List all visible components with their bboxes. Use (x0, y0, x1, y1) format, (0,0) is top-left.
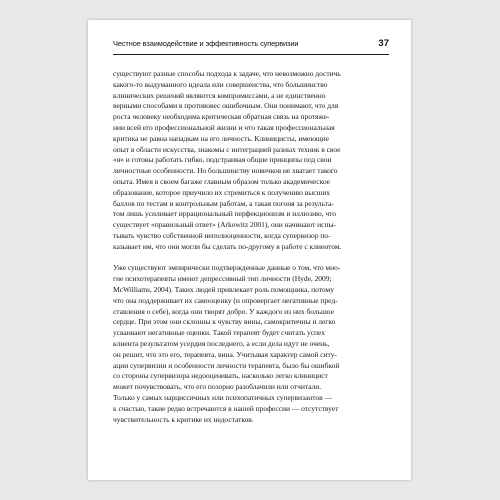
text-line: «я» и готовы работать гибко, подстраивая общие принципы под свои (113, 155, 332, 165)
text-line: может почувствовать, что его позорно разоблачили или отчитали. (113, 382, 322, 392)
text-line: существуют разные способы подхода к задаче, что невозможно достичь (113, 69, 341, 78)
text-line: казывает им, что они могли бы сделать по-другому в работе с клиентом. (113, 241, 342, 251)
text-line: опыт в области искусства, знакомы с интеграцией разных техник в свое (113, 144, 341, 154)
text-line: ставления о себе), когда они творят добро. У каждого из них большое (113, 306, 334, 316)
page-number: 37 (378, 38, 389, 49)
text-line: клиента результатом усердия последнего, а если дела идут не очень, (113, 338, 330, 348)
text-line: существует «правильный ответ» (Arkowitz 2001), они начинают испы- (113, 220, 336, 230)
text-line: роста человеку необходима критическая обратная связь на протяже- (113, 112, 330, 122)
text-line: баллов по тестам и контрольным работам, а такая погоня за результа- (113, 198, 334, 208)
text-line: к счастью, такие редко встречаются в нашей профессии — отсутствует (113, 403, 339, 413)
paragraph-1 (113, 69, 389, 253)
text-line: он решит, что это его, терапевта, вина. Учитывая характер самой ситу- (113, 349, 337, 359)
paragraph-2 (113, 263, 389, 425)
text-line: критика не равна нападкам на его личность. Клиницисты, имеющие (113, 133, 329, 143)
text-line: какого-то выдуманного идеала или совершенства, что большинство (113, 79, 328, 89)
text-line: чувствительность к критике их недостатков. (113, 414, 254, 424)
text-line: опыта. Имея в своем багаже главным образом только академическое (113, 176, 330, 186)
text-line: Только у самых нарциссичных или психопатичных супервизантов — (113, 392, 332, 402)
text-line: образование, которое приучило их стремиться к получению высших (113, 187, 331, 197)
text-line: McWilliams, 2004). Таких людей привлекает роль помощника, потому (113, 284, 334, 294)
text-line: тывать чувство собственной неполноценности, когда супервизор по- (113, 230, 331, 240)
text-line: что она поддерживает их самооценку (и опровергает негативные пред- (113, 295, 338, 305)
text-line: Уже существуют эмпирически подтвержденные данные о том, что мно- (113, 263, 341, 273)
paragraph-gap (113, 253, 389, 264)
running-header (113, 38, 389, 55)
book-page (88, 20, 411, 480)
text-line: нии всей его профессиональной жизни и что такая профессиональная (113, 122, 335, 132)
text-line: ации супервизии и особенности личности терапевта, было бы ошибкой (113, 360, 340, 370)
text-line: гие психотерапевты имеют депрессивный тип личности (Hyde, 2009; (113, 274, 332, 284)
text-line: клинических решений являются компромиссами, а не единственно (113, 90, 326, 100)
text-line: со стороны супервизора недооценивать, насколько легко клиницист (113, 371, 328, 381)
text-line: сердце. При этом они склонны к чувству вины, самокритичны и легко (113, 317, 336, 327)
text-line: усваивают негативные оценки. Такой терапевт будет считать успех (113, 328, 325, 338)
text-line: том лишь усиливает иррациональный перфекционизм и иллюзию, что (113, 209, 337, 219)
text-line: верными способами в противовес ошибочным. Они понимают, что для (113, 101, 339, 111)
page-body (113, 69, 389, 425)
text-line: личностные особенности. Но большинству новичков не хватает такого (113, 166, 338, 176)
running-header-title: Честное взаимодействие и эффективность супервизии (113, 39, 299, 48)
